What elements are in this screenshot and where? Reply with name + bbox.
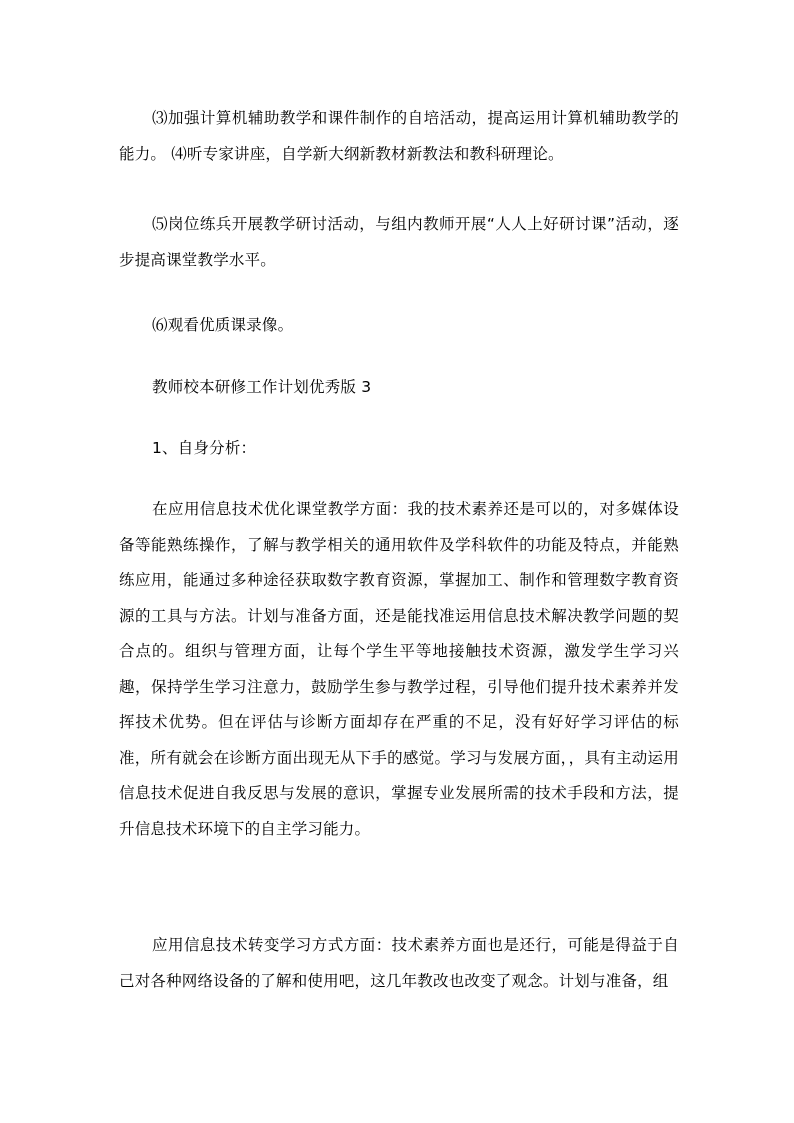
- paragraph-computer-training: ⑶加强计算机辅助教学和课件制作的自培活动，提高运用计算机辅助教学的能力。 ⑷听专家讲座，自学新大纲新教材新教法和教科研理论。: [119, 109, 679, 163]
- subsection-heading: 1、自身分析：: [152, 439, 257, 457]
- paragraph-self-analysis: 在应用信息技术优化课堂教学方面：我的技术素养还是可以的，对多媒体设备等能熟练操作，了解与教学相关的通用软件及学科软件的功能及特点，并能熟练应用，能通过多种途径获取数字教育资源，掌握加工、制作和管理数字教育资源的工具与方法。计划与准备方面，还是能找准运用信息技术解决教学问题的契合点的。组织与管理方面，让每个学生平等地接触技术资源，激发学生学习兴趣，保持学生学习注意力，鼓励学生参与教学过程，引导他们提升技术素养并发挥技术优势。但在评估与诊断方面却存在严重的不足，没有好好学习评估的标准，所有就会在诊断方面出现无从下手的感觉。学习与发展方面，，具有主动运用信息技术促进自我反思与发展的意识，掌握专业发展所需的技术手段和方法，提升信息技术环境下的自主学习能力。: [119, 500, 679, 838]
- section-heading: 教师校本研修工作计划优秀版 3: [152, 378, 372, 396]
- paragraph-watch-videos: ⑹观看优质课录像。: [152, 316, 294, 334]
- paragraph-learning-methods: 应用信息技术转变学习方式方面：技术素养方面也是还行，可能是得益于自己对各种网络设备的了解和使用吧，这几年教改也改变了观念。计划与准备，组: [119, 936, 679, 990]
- paragraph-teaching-research: ⑸岗位练兵开展教学研讨活动，与组内教师开展“人人上好研讨课”活动，逐步提高课堂教学水平。: [119, 215, 679, 269]
